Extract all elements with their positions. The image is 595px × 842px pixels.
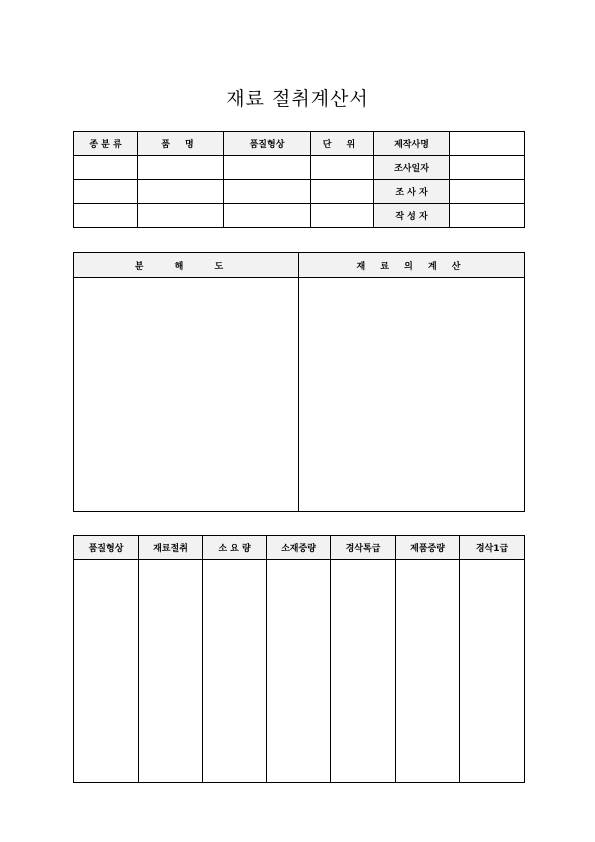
cell-blank[interactable] xyxy=(224,180,311,204)
value-survey-date[interactable] xyxy=(450,156,525,180)
label-manufacturer: 제작사명 xyxy=(374,132,450,156)
label-survey-date: 조사일자 xyxy=(374,156,450,180)
material-table xyxy=(73,535,525,783)
cell-blank[interactable] xyxy=(74,156,138,180)
material-calculation-area[interactable] xyxy=(299,278,525,512)
header-required-amount: 소 요 량 xyxy=(203,536,267,560)
header-unit: 단 위 xyxy=(311,132,374,156)
cell-blank[interactable] xyxy=(311,204,374,228)
value-author[interactable] xyxy=(450,204,525,228)
cell-blank[interactable] xyxy=(138,204,224,228)
exploded-view-area[interactable] xyxy=(74,278,299,512)
header-item-name: 품 명 xyxy=(138,132,224,156)
table-cell[interactable] xyxy=(267,560,331,783)
table-cell[interactable] xyxy=(74,560,139,783)
header-cutting-grade1: 경삭1급 xyxy=(460,536,525,560)
cell-blank[interactable] xyxy=(74,180,138,204)
table-cell[interactable] xyxy=(139,560,203,783)
header-product-weight: 제품중량 xyxy=(396,536,460,560)
value-manufacturer[interactable] xyxy=(450,132,525,156)
table-cell[interactable] xyxy=(203,560,267,783)
cell-blank[interactable] xyxy=(224,204,311,228)
cell-blank[interactable] xyxy=(138,180,224,204)
label-author: 작 성 자 xyxy=(374,204,450,228)
cell-blank[interactable] xyxy=(311,180,374,204)
header-quality-shape: 품질형상 xyxy=(74,536,139,560)
page-title: 재료 절취계산서 xyxy=(226,88,369,110)
header-cutting-special: 경삭톡급 xyxy=(331,536,396,560)
label-surveyor: 조 사 자 xyxy=(374,180,450,204)
header-material-cutting: 재료절취 xyxy=(139,536,203,560)
table-cell[interactable] xyxy=(396,560,460,783)
table-cell[interactable] xyxy=(331,560,396,783)
cell-blank[interactable] xyxy=(311,156,374,180)
value-surveyor[interactable] xyxy=(450,180,525,204)
info-table xyxy=(73,131,525,228)
cell-blank[interactable] xyxy=(224,156,311,180)
cell-blank[interactable] xyxy=(74,204,138,228)
table-cell[interactable] xyxy=(460,560,525,783)
header-material-calculation: 재 료 의 계 산 xyxy=(299,253,525,278)
cell-blank[interactable] xyxy=(138,156,224,180)
header-exploded-view: 분 해 도 xyxy=(74,253,299,278)
header-quality-shape: 품질형상 xyxy=(224,132,311,156)
diagram-table xyxy=(73,252,525,512)
header-material-weight: 소재중량 xyxy=(267,536,331,560)
header-category: 종 분 류 xyxy=(74,132,138,156)
